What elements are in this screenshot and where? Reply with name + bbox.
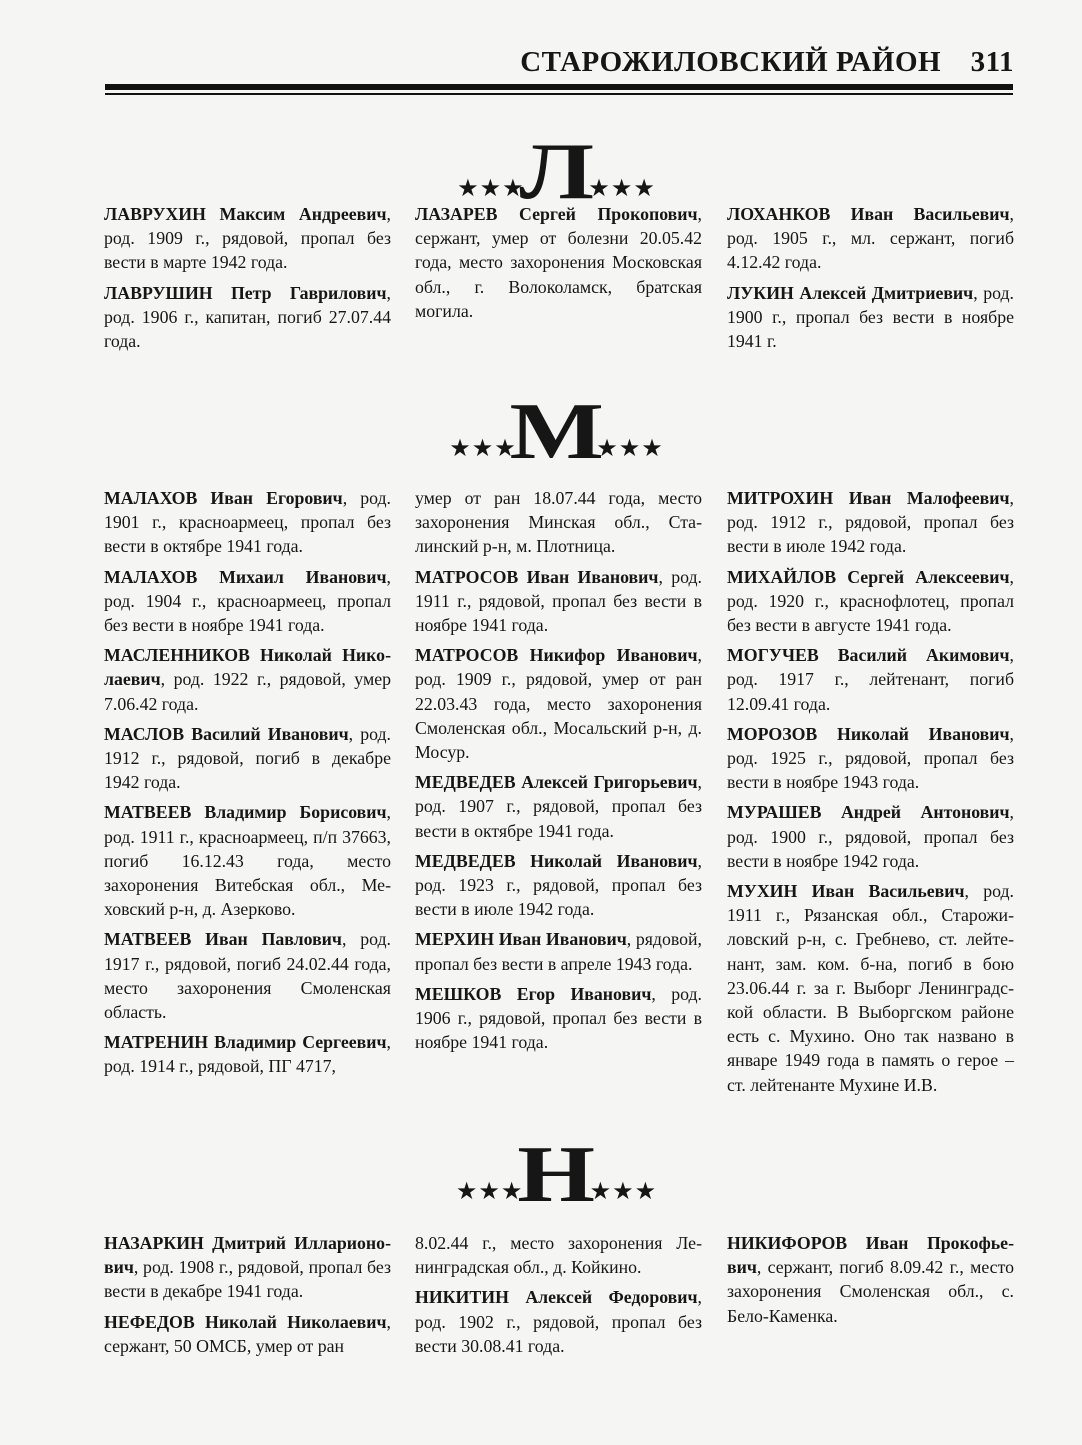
entry <box>104 643 391 716</box>
column-2-section-m <box>415 486 702 1060</box>
entry <box>727 565 1014 638</box>
entry-name: НАЗАРКИН Дмитрий Илларионович <box>104 1233 391 1278</box>
entry-text: , род. 1917 г., рядовой, погиб 24.02.44 года, место захоронения Смоленская область. <box>104 929 391 1023</box>
entry-text: , род. 1902 г., рядовой, пропал без вести 30.08.41 года. <box>415 1287 702 1356</box>
entry-text: , род. 1900 г., пропал без вести в ноябре 1941 г. <box>727 282 1015 352</box>
section-letter: Н <box>517 1131 596 1219</box>
entry-name: МЕДВЕДЕВ Николай Иванович <box>415 850 698 871</box>
entry-name: ЛАЗАРЕВ Сергей Прокопович <box>415 204 698 224</box>
entry-name: МАСЛОВ Василий Иванович <box>104 723 349 744</box>
entry-text: , род. 1923 г., рядовой, пропал без вести в июле 1942 года. <box>415 850 702 920</box>
entry-name: МИТРОХИН Иван Малофеевич <box>727 488 1010 508</box>
entry-name: НИКИТИН Алексей Федорович <box>415 1287 698 1308</box>
entry <box>104 281 391 354</box>
entry <box>415 770 702 843</box>
entry-name: МАТРЕНИН Владимир Сергеевич <box>104 1032 387 1053</box>
entry <box>104 202 391 275</box>
stars-decoration: ★★★ <box>588 175 656 202</box>
entry-name: ЛАВРУШИН Петр Гаврилович <box>104 282 387 303</box>
section-letter: Л <box>519 128 594 216</box>
entry-text: , род. 1912 г., рядовой, пропал без вести в июле 1942 года. <box>727 488 1014 557</box>
entry-name: МЕРХИН Иван Иванович <box>415 929 627 950</box>
entry <box>104 927 391 1024</box>
entry-text: , род. 1900 г., рядовой, пропал без вести в ноябре 1942 года. <box>727 802 1014 871</box>
entry-text: , род. 1908 г., рядовой, пропал без вести в декабре 1941 года. <box>104 1257 391 1302</box>
entry-name: МОГУЧЕВ Василий Акимович <box>727 645 1010 666</box>
entry <box>104 1231 391 1304</box>
entry-name: МИХАЙЛОВ Сергей Алексеевич <box>727 566 1010 587</box>
entry <box>415 927 702 975</box>
entry-name: МАСЛЕННИКОВ Николай Николаевич <box>104 645 391 690</box>
entry-name: МОРОЗОВ Николай Иванович <box>727 723 1010 744</box>
entry <box>104 800 391 921</box>
entry <box>727 800 1014 873</box>
entry-name: МУРАШЕВ Андрей Антонович <box>727 802 1010 823</box>
entry-name: МАТВЕЕВ Владимир Борисович <box>104 802 387 823</box>
column-1-section-n <box>104 1231 391 1364</box>
stars-decoration: ★★★ <box>449 435 517 462</box>
entry-text: , род. 1909 г., рядовой, умер от ран 22.03.43 года, место захоронения Смоленская обл., Мосальский р-н, д. Мосур. <box>415 645 702 763</box>
entry <box>727 202 1014 275</box>
entry-name: ЛАВРУХИН Максим Андреевич <box>104 204 387 224</box>
entry <box>104 1310 391 1358</box>
entry-name: НЕФЕДОВ Николай Николаевич <box>104 1311 387 1332</box>
column-1-section-l <box>104 202 391 359</box>
entry <box>104 486 391 559</box>
entry-text: , род. 1922 г., рядовой, умер 7.06.42 года. <box>104 669 391 714</box>
entry-text: , род. 1904 г., красноармеец, пропал без вести в ноябре 1941 года. <box>104 566 391 636</box>
district-title: СТАРОЖИЛОВСКИЙ РАЙОН <box>520 46 942 78</box>
entry-text: , род. 1917 г., лейтенант, погиб 12.09.41 года. <box>727 645 1014 714</box>
entry-name: МЕШКОВ Егор Иванович <box>415 983 652 1004</box>
entry-continuation <box>415 1231 702 1279</box>
entry-name: МУХИН Иван Васильевич <box>727 881 965 902</box>
column-3-section-l <box>727 202 1014 359</box>
stars-decoration: ★★★ <box>457 175 525 202</box>
entry <box>104 722 391 795</box>
entry <box>727 281 1014 354</box>
entry-name: МАЛАХОВ Михаил Иванович <box>104 566 387 587</box>
entry <box>727 722 1014 795</box>
entry <box>415 643 702 764</box>
entry-continuation <box>415 486 702 559</box>
entry-text: умер от ран 18.07.44 года, место захоронения Минская обл., Сталинский р-н, м. Плотница. <box>415 488 702 557</box>
entry-name: НИКИФОРОВ Иван Прокофьевич <box>727 1233 1014 1278</box>
entry <box>727 643 1014 716</box>
stars-decoration: ★★★ <box>589 1178 658 1205</box>
column-2-section-n <box>415 1231 702 1364</box>
entry <box>415 982 702 1055</box>
stars-decoration: ★★★ <box>596 435 664 462</box>
entry <box>104 1030 391 1078</box>
entry-text: , род. 1907 г., рядовой, пропал без вести в октябре 1941 года. <box>415 772 702 841</box>
entry-text: , рядовой, пропал без вести в апреле 1943 года. <box>415 929 702 974</box>
entry-text: , род. 1905 г., мл. сержант, погиб 4.12.42 года. <box>727 204 1014 273</box>
entry <box>727 879 1014 1097</box>
entry <box>415 1285 702 1358</box>
column-1-section-m <box>104 486 391 1085</box>
header-rule-thin <box>105 93 1013 95</box>
entry-text: , сержант, умер от болезни 20.05.42 года, место захоронения Московская обл., г. Волоколамск, братская могила. <box>415 204 702 321</box>
entry-text: , род. 1920 г., краснофлотец, пропал без вести в августе 1941 года. <box>727 566 1014 636</box>
entry-name: МАЛАХОВ Иван Егорович <box>104 488 343 508</box>
entry-text: , род. 1906 г., капитан, погиб 27.07.44 года. <box>104 282 391 352</box>
entry-text: 8.02.44 г., место захоронения Ленинградская обл., д. Койкино. <box>415 1233 702 1278</box>
entry-text: , сержант, погиб 8.09.42 г., место захоронения Смоленская обл., с. Бело-Каменка. <box>727 1257 1014 1326</box>
entry-name: МАТВЕЕВ Иван Павлович <box>104 929 342 950</box>
entry <box>415 565 702 638</box>
column-3-section-n <box>727 1231 1014 1334</box>
entry-name: МАТРОСОВ Никифор Иванович <box>415 645 698 666</box>
entry-text: , род. 1909 г., рядовой, пропал без вести в марте 1942 года. <box>104 204 391 273</box>
stars-decoration: ★★★ <box>455 1178 524 1205</box>
column-2-section-l <box>415 202 702 329</box>
page-number: 311 <box>970 46 1014 78</box>
entry-name: МЕДВЕДЕВ Алексей Григорьевич <box>415 772 698 793</box>
entry-text: , род. 1901 г., красноармеец, пропал без вести в октябре 1941 года. <box>104 488 392 557</box>
entry <box>727 486 1014 559</box>
letter-heading-n <box>414 1131 699 1219</box>
running-header <box>520 44 1014 80</box>
entry-name: МАТРОСОВ Иван Иванович <box>415 566 659 587</box>
header-rule-thick <box>105 84 1013 90</box>
entry <box>415 849 702 922</box>
entry-text: , род. 1925 г., рядовой, пропал без вести в ноябре 1943 года. <box>727 723 1014 793</box>
entry-text: , род. 1911 г., Рязанская обл., Старожиловский р-н, с. Гребнево, ст. лейтенант, зам. ком. б-на, погиб в бою 23.06.44 г. за г. Выборг Ленинградской области. В Выборгском районе есть с. Мухино. Оно так названо в январе 1949 года в память о герое – ст. лейтенанте Мухине И.В. <box>727 881 1014 1095</box>
entry-text: , сержант, 50 ОМСБ, умер от ран <box>104 1311 391 1356</box>
entry-name: ЛОХАНКОВ Иван Васильевич <box>727 204 1010 224</box>
entry-name: ЛУКИН Алексей Дмитриевич <box>727 282 974 303</box>
entry <box>727 1231 1014 1328</box>
entry <box>104 565 391 638</box>
entry-text: , род. 1911 г., красноармеец, п/п 37663, погиб 16.12.43 года, место захоронения Витебская обл., Меховский р-н, д. Азерково. <box>104 802 391 920</box>
entry-text: , род. 1912 г., рядовой, погиб в декабре 1942 года. <box>104 723 392 793</box>
entry-text: , род. 1914 г., рядовой, ПГ 4717, <box>104 1032 391 1077</box>
column-3-section-m <box>727 486 1014 1103</box>
section-letter: М <box>509 388 604 476</box>
entry-text: , род. 1911 г., рядовой, пропал без вести в ноябре 1941 года. <box>415 566 703 636</box>
letter-heading-m <box>414 388 699 476</box>
entry-text: , род. 1906 г., рядовой, пропал без вести в ноябре 1941 года. <box>415 983 702 1053</box>
entry <box>415 202 702 323</box>
